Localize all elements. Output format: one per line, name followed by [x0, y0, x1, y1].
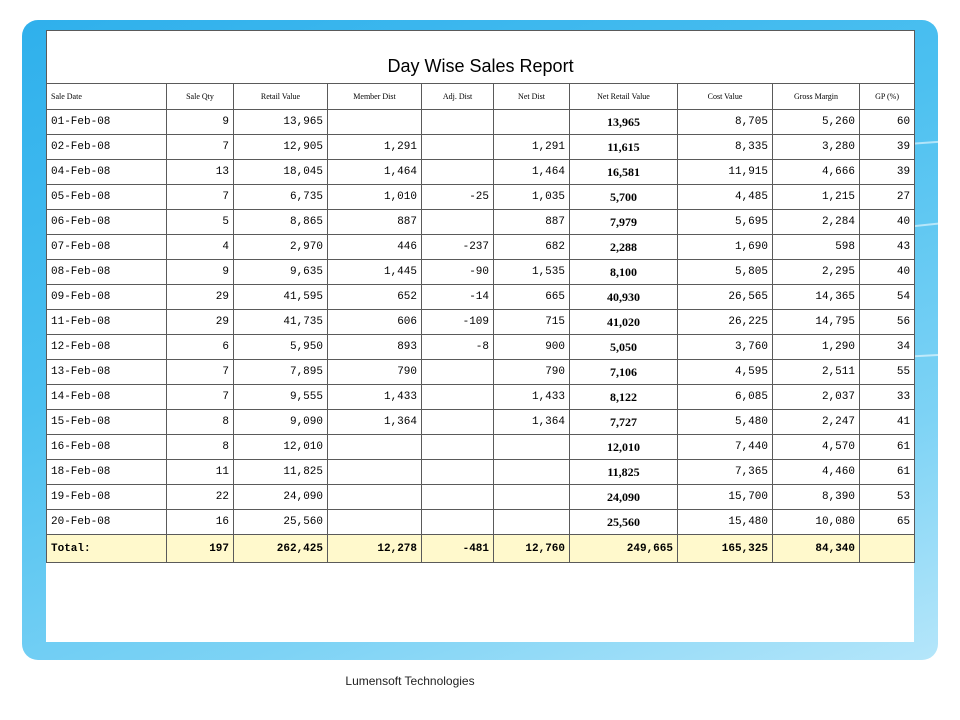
cell-retail-value: 9,635	[234, 260, 328, 285]
cell-gross-margin: 2,295	[773, 260, 860, 285]
cell-gross-margin: 14,365	[773, 285, 860, 310]
cell-gp-percent: 61	[860, 460, 915, 485]
cell-net-retail-value: 5,050	[570, 335, 678, 360]
cell-net-dist: 1,535	[494, 260, 570, 285]
cell-gross-margin: 8,390	[773, 485, 860, 510]
cell-gp-percent: 39	[860, 160, 915, 185]
cell-net-retail-value: 25,560	[570, 510, 678, 535]
cell-sale-qty: 9	[167, 110, 234, 135]
total-gross-margin: 84,340	[773, 535, 860, 563]
cell-net-dist	[494, 510, 570, 535]
cell-retail-value: 6,735	[234, 185, 328, 210]
cell-gp-percent: 40	[860, 210, 915, 235]
cell-sale-date: 19-Feb-08	[47, 485, 167, 510]
cell-net-retail-value: 41,020	[570, 310, 678, 335]
cell-net-retail-value: 24,090	[570, 485, 678, 510]
total-sale-qty: 197	[167, 535, 234, 563]
cell-member-dist: 606	[328, 310, 422, 335]
cell-adj-dist	[422, 485, 494, 510]
total-row	[47, 535, 915, 563]
cell-retail-value: 9,555	[234, 385, 328, 410]
cell-sale-qty: 7	[167, 360, 234, 385]
cell-member-dist: 893	[328, 335, 422, 360]
cell-gp-percent: 43	[860, 235, 915, 260]
cell-sale-date: 14-Feb-08	[47, 385, 167, 410]
table-row	[47, 385, 915, 410]
cell-gp-percent: 61	[860, 435, 915, 460]
cell-gross-margin: 14,795	[773, 310, 860, 335]
cell-net-dist: 665	[494, 285, 570, 310]
report-title: Day Wise Sales Report	[47, 31, 915, 84]
column-header: Gross Margin	[773, 84, 860, 110]
cell-retail-value: 24,090	[234, 485, 328, 510]
cell-adj-dist	[422, 360, 494, 385]
cell-net-dist: 1,035	[494, 185, 570, 210]
table-row	[47, 410, 915, 435]
cell-cost-value: 7,440	[678, 435, 773, 460]
cell-sale-qty: 7	[167, 385, 234, 410]
column-header-row	[47, 84, 915, 110]
cell-adj-dist: -237	[422, 235, 494, 260]
column-header: Member Dist	[328, 84, 422, 110]
cell-adj-dist: -14	[422, 285, 494, 310]
cell-sale-qty: 13	[167, 160, 234, 185]
cell-net-retail-value: 11,615	[570, 135, 678, 160]
table-row	[47, 435, 915, 460]
cell-retail-value: 25,560	[234, 510, 328, 535]
cell-sale-date: 15-Feb-08	[47, 410, 167, 435]
cell-member-dist: 887	[328, 210, 422, 235]
cell-cost-value: 15,480	[678, 510, 773, 535]
cell-retail-value: 18,045	[234, 160, 328, 185]
cell-gross-margin: 4,460	[773, 460, 860, 485]
table-row	[47, 260, 915, 285]
total-member-dist: 12,278	[328, 535, 422, 563]
cell-sale-qty: 29	[167, 310, 234, 335]
cell-net-dist: 790	[494, 360, 570, 385]
table-row	[47, 360, 915, 385]
cell-retail-value: 2,970	[234, 235, 328, 260]
cell-sale-date: 02-Feb-08	[47, 135, 167, 160]
cell-adj-dist	[422, 210, 494, 235]
cell-net-retail-value: 7,727	[570, 410, 678, 435]
cell-adj-dist: -109	[422, 310, 494, 335]
cell-retail-value: 41,595	[234, 285, 328, 310]
cell-member-dist	[328, 110, 422, 135]
cell-net-retail-value: 40,930	[570, 285, 678, 310]
cell-retail-value: 13,965	[234, 110, 328, 135]
cell-net-dist	[494, 460, 570, 485]
column-header: Sale Date	[47, 84, 167, 110]
cell-cost-value: 11,915	[678, 160, 773, 185]
cell-net-dist	[494, 435, 570, 460]
total-cost-value: 165,325	[678, 535, 773, 563]
cell-member-dist	[328, 460, 422, 485]
total-retail-value: 262,425	[234, 535, 328, 563]
cell-cost-value: 8,335	[678, 135, 773, 160]
cell-member-dist: 652	[328, 285, 422, 310]
cell-net-retail-value: 5,700	[570, 185, 678, 210]
cell-net-dist: 887	[494, 210, 570, 235]
table-row	[47, 335, 915, 360]
table-row	[47, 210, 915, 235]
cell-sale-qty: 22	[167, 485, 234, 510]
cell-sale-date: 11-Feb-08	[47, 310, 167, 335]
table-row	[47, 285, 915, 310]
cell-net-retail-value: 2,288	[570, 235, 678, 260]
cell-member-dist	[328, 510, 422, 535]
column-header: Adj. Dist	[422, 84, 494, 110]
cell-adj-dist: -25	[422, 185, 494, 210]
cell-net-dist	[494, 110, 570, 135]
cell-cost-value: 5,695	[678, 210, 773, 235]
total-net-retail-value: 249,665	[570, 535, 678, 563]
cell-retail-value: 7,895	[234, 360, 328, 385]
cell-gross-margin: 3,280	[773, 135, 860, 160]
cell-net-retail-value: 7,106	[570, 360, 678, 385]
cell-member-dist: 790	[328, 360, 422, 385]
table-row	[47, 185, 915, 210]
cell-sale-date: 08-Feb-08	[47, 260, 167, 285]
column-header: Sale Qty	[167, 84, 234, 110]
cell-gp-percent: 56	[860, 310, 915, 335]
cell-sale-date: 01-Feb-08	[47, 110, 167, 135]
total-sale-date: Total:	[47, 535, 167, 563]
cell-member-dist: 446	[328, 235, 422, 260]
cell-sale-qty: 9	[167, 260, 234, 285]
cell-net-retail-value: 12,010	[570, 435, 678, 460]
cell-net-retail-value: 7,979	[570, 210, 678, 235]
cell-sale-qty: 7	[167, 135, 234, 160]
cell-sale-qty: 8	[167, 410, 234, 435]
column-header: Net Dist	[494, 84, 570, 110]
cell-sale-date: 07-Feb-08	[47, 235, 167, 260]
table-row	[47, 235, 915, 260]
cell-sale-qty: 4	[167, 235, 234, 260]
cell-cost-value: 26,565	[678, 285, 773, 310]
cell-sale-date: 05-Feb-08	[47, 185, 167, 210]
cell-cost-value: 15,700	[678, 485, 773, 510]
cell-member-dist: 1,464	[328, 160, 422, 185]
cell-gross-margin: 4,570	[773, 435, 860, 460]
cell-retail-value: 11,825	[234, 460, 328, 485]
cell-net-retail-value: 8,100	[570, 260, 678, 285]
cell-sale-qty: 7	[167, 185, 234, 210]
cell-adj-dist: -8	[422, 335, 494, 360]
column-header: Cost Value	[678, 84, 773, 110]
cell-cost-value: 7,365	[678, 460, 773, 485]
cell-adj-dist	[422, 435, 494, 460]
cell-net-dist: 1,433	[494, 385, 570, 410]
cell-adj-dist	[422, 410, 494, 435]
cell-gross-margin: 4,666	[773, 160, 860, 185]
cell-sale-date: 18-Feb-08	[47, 460, 167, 485]
cell-cost-value: 5,480	[678, 410, 773, 435]
cell-gp-percent: 40	[860, 260, 915, 285]
cell-adj-dist	[422, 385, 494, 410]
table-row	[47, 135, 915, 160]
table-row	[47, 310, 915, 335]
cell-net-dist: 682	[494, 235, 570, 260]
cell-net-dist: 1,464	[494, 160, 570, 185]
cell-net-dist: 1,291	[494, 135, 570, 160]
cell-net-dist: 900	[494, 335, 570, 360]
cell-gp-percent: 33	[860, 385, 915, 410]
cell-gross-margin: 2,511	[773, 360, 860, 385]
cell-gross-margin: 1,290	[773, 335, 860, 360]
cell-retail-value: 9,090	[234, 410, 328, 435]
cell-sale-date: 13-Feb-08	[47, 360, 167, 385]
report-body	[47, 110, 915, 563]
cell-retail-value: 12,905	[234, 135, 328, 160]
cell-gross-margin: 598	[773, 235, 860, 260]
table-row	[47, 510, 915, 535]
cell-gp-percent: 54	[860, 285, 915, 310]
cell-gross-margin: 2,284	[773, 210, 860, 235]
cell-retail-value: 5,950	[234, 335, 328, 360]
cell-sale-date: 04-Feb-08	[47, 160, 167, 185]
cell-sale-date: 16-Feb-08	[47, 435, 167, 460]
cell-net-dist: 715	[494, 310, 570, 335]
table-row	[47, 460, 915, 485]
cell-sale-qty: 8	[167, 435, 234, 460]
column-header: GP (%)	[860, 84, 915, 110]
cell-cost-value: 8,705	[678, 110, 773, 135]
cell-net-dist: 1,364	[494, 410, 570, 435]
cell-cost-value: 6,085	[678, 385, 773, 410]
cell-member-dist	[328, 485, 422, 510]
cell-gross-margin: 10,080	[773, 510, 860, 535]
cell-sale-qty: 5	[167, 210, 234, 235]
cell-cost-value: 5,805	[678, 260, 773, 285]
cell-adj-dist	[422, 460, 494, 485]
cell-member-dist: 1,291	[328, 135, 422, 160]
cell-gp-percent: 39	[860, 135, 915, 160]
footer-company: Lumensoft Technologies	[345, 674, 475, 688]
cell-gp-percent: 55	[860, 360, 915, 385]
cell-net-retail-value: 11,825	[570, 460, 678, 485]
cell-adj-dist	[422, 110, 494, 135]
cell-gp-percent: 65	[860, 510, 915, 535]
cell-sale-qty: 6	[167, 335, 234, 360]
cell-gp-percent: 53	[860, 485, 915, 510]
cell-cost-value: 4,485	[678, 185, 773, 210]
cell-adj-dist	[422, 510, 494, 535]
cell-cost-value: 1,690	[678, 235, 773, 260]
cell-sale-date: 06-Feb-08	[47, 210, 167, 235]
cell-gross-margin: 1,215	[773, 185, 860, 210]
total-net-dist: 12,760	[494, 535, 570, 563]
cell-sale-qty: 29	[167, 285, 234, 310]
cell-adj-dist: -90	[422, 260, 494, 285]
total-adj-dist: -481	[422, 535, 494, 563]
cell-member-dist: 1,433	[328, 385, 422, 410]
column-header: Retail Value	[234, 84, 328, 110]
cell-retail-value: 41,735	[234, 310, 328, 335]
cell-cost-value: 26,225	[678, 310, 773, 335]
cell-net-retail-value: 13,965	[570, 110, 678, 135]
sales-report-table	[46, 30, 915, 563]
column-header: Net Retail Value	[570, 84, 678, 110]
cell-gp-percent: 60	[860, 110, 915, 135]
cell-adj-dist	[422, 160, 494, 185]
cell-gross-margin: 2,037	[773, 385, 860, 410]
total-gp-percent	[860, 535, 915, 563]
cell-member-dist: 1,445	[328, 260, 422, 285]
cell-member-dist	[328, 435, 422, 460]
cell-gp-percent: 41	[860, 410, 915, 435]
cell-cost-value: 4,595	[678, 360, 773, 385]
cell-gp-percent: 34	[860, 335, 915, 360]
table-row	[47, 110, 915, 135]
table-row	[47, 160, 915, 185]
cell-sale-date: 12-Feb-08	[47, 335, 167, 360]
cell-member-dist: 1,364	[328, 410, 422, 435]
cell-sale-qty: 16	[167, 510, 234, 535]
cell-sale-date: 09-Feb-08	[47, 285, 167, 310]
cell-gross-margin: 2,247	[773, 410, 860, 435]
cell-adj-dist	[422, 135, 494, 160]
table-row	[47, 485, 915, 510]
cell-retail-value: 12,010	[234, 435, 328, 460]
cell-sale-date: 20-Feb-08	[47, 510, 167, 535]
cell-net-dist	[494, 485, 570, 510]
cell-retail-value: 8,865	[234, 210, 328, 235]
cell-net-retail-value: 16,581	[570, 160, 678, 185]
cell-cost-value: 3,760	[678, 335, 773, 360]
cell-gp-percent: 27	[860, 185, 915, 210]
cell-member-dist: 1,010	[328, 185, 422, 210]
cell-net-retail-value: 8,122	[570, 385, 678, 410]
cell-gross-margin: 5,260	[773, 110, 860, 135]
cell-sale-qty: 11	[167, 460, 234, 485]
